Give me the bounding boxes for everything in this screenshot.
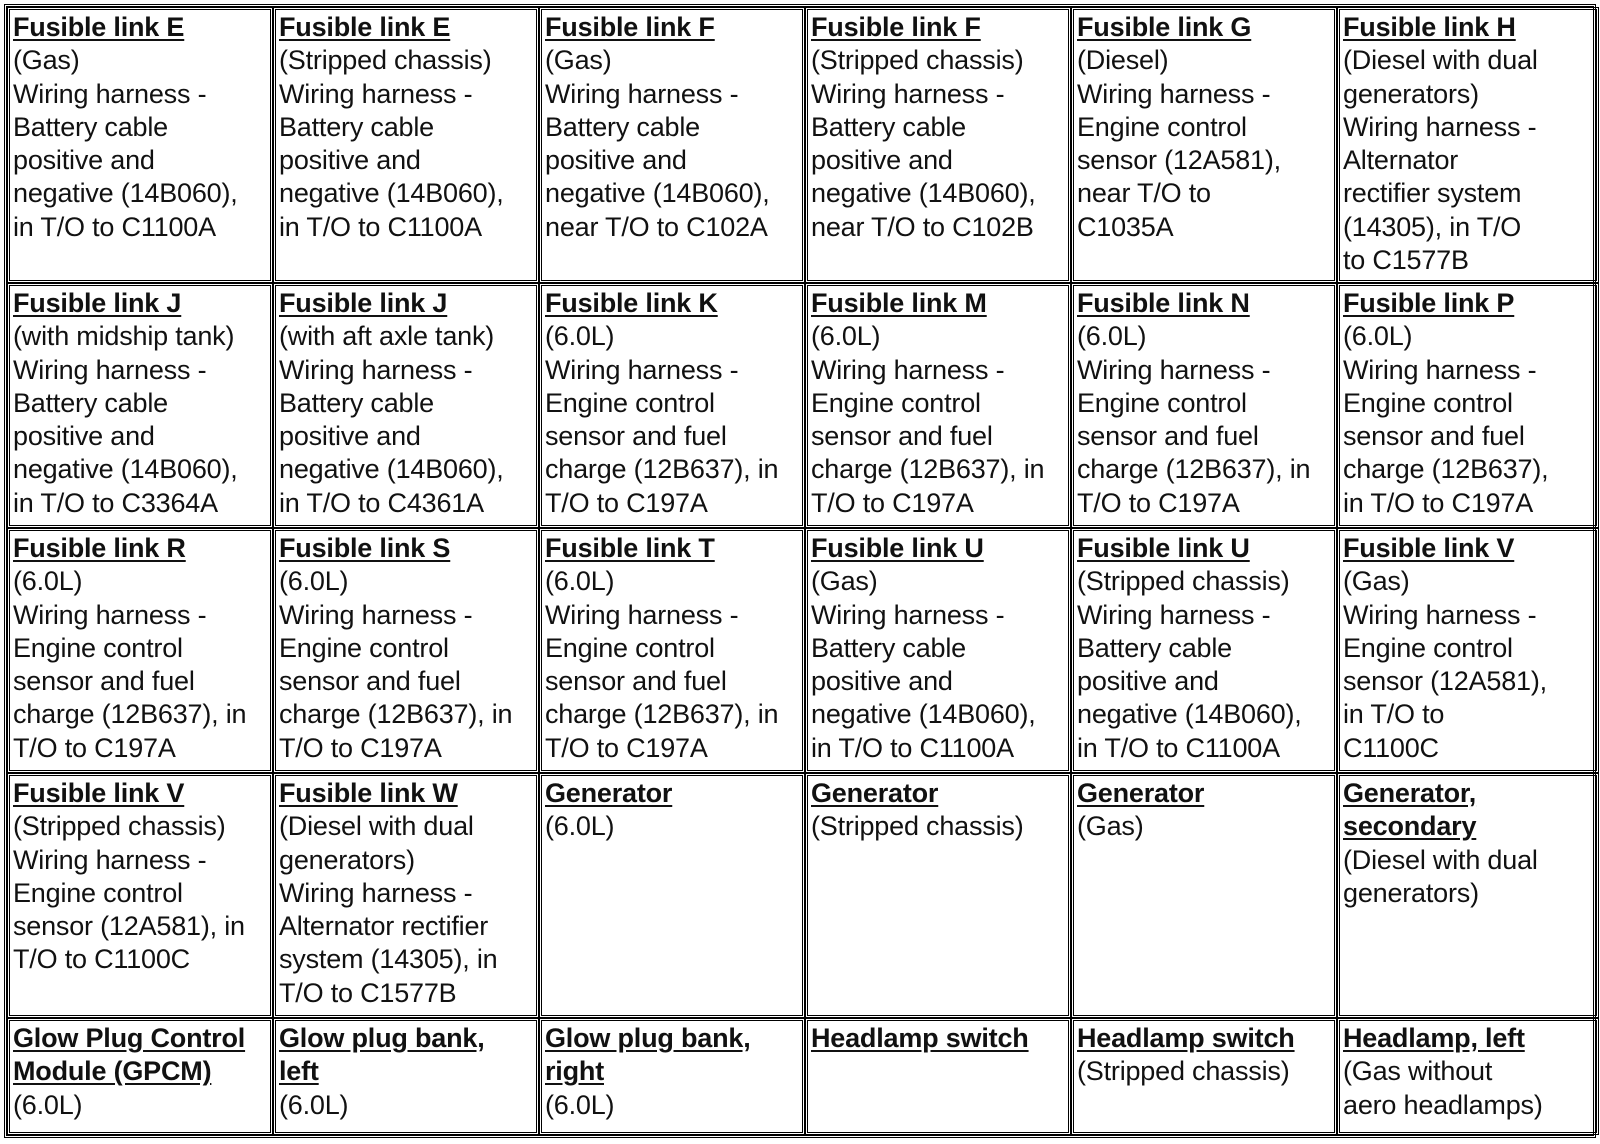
component-title-link[interactable]: Headlamp switch bbox=[1077, 1023, 1295, 1053]
component-title-link[interactable]: Fusible link F bbox=[545, 12, 715, 42]
table-cell bbox=[1071, 1018, 1337, 1135]
component-detail-line: (6.0L) bbox=[1343, 321, 1413, 352]
component-detail-line: Battery cable bbox=[811, 111, 966, 142]
component-detail-line: in T/O to C4361A bbox=[279, 487, 484, 518]
component-detail-line: Engine control bbox=[1343, 387, 1513, 418]
component-detail-line: sensor and fuel bbox=[279, 666, 461, 697]
component-detail-line: in T/O to C1100A bbox=[811, 732, 1014, 763]
component-detail-line: Engine control bbox=[1077, 387, 1247, 418]
component-detail-line: (Stripped chassis) bbox=[1077, 1056, 1290, 1087]
component-detail-line: Engine control bbox=[545, 387, 715, 418]
component-detail-line: T/O to C197A bbox=[545, 487, 708, 518]
component-detail-line: (6.0L) bbox=[545, 566, 615, 597]
component-detail-line: negative (14B060), bbox=[279, 178, 504, 209]
component-detail-line: T/O to C197A bbox=[1077, 487, 1240, 518]
table-cell bbox=[805, 7, 1071, 283]
component-detail-line: (Stripped chassis) bbox=[811, 811, 1024, 842]
component-title-link[interactable]: Fusible link U bbox=[1077, 533, 1250, 563]
component-detail-line: Wiring harness - bbox=[1343, 599, 1537, 630]
component-detail-line: (6.0L) bbox=[545, 811, 615, 842]
component-title-link[interactable]: Glow plug bank, left bbox=[279, 1023, 485, 1087]
component-detail-line: (Gas) bbox=[811, 566, 878, 597]
table-cell bbox=[7, 773, 273, 1018]
component-title-link[interactable]: Fusible link V bbox=[1343, 533, 1515, 563]
table-cell bbox=[1337, 283, 1599, 528]
component-detail-line: Engine control bbox=[1343, 632, 1513, 663]
component-detail-line: Wiring harness - bbox=[811, 78, 1005, 109]
component-detail-line: charge (12B637), in bbox=[279, 699, 513, 730]
component-detail-line: Wiring harness - bbox=[279, 599, 473, 630]
component-detail-line: (6.0L) bbox=[279, 1089, 349, 1120]
component-detail-line: (6.0L) bbox=[1077, 321, 1147, 352]
component-title-link[interactable]: Fusible link J bbox=[279, 288, 448, 318]
component-detail-line: Wiring harness - bbox=[545, 354, 739, 385]
component-detail-line: T/O to C197A bbox=[279, 732, 442, 763]
component-detail-line: (14305), in T/O bbox=[1343, 211, 1522, 242]
component-detail-line: (6.0L) bbox=[279, 566, 349, 597]
component-title-link[interactable]: Fusible link N bbox=[1077, 288, 1250, 318]
component-detail-line: (with aft axle tank) bbox=[279, 321, 495, 352]
component-title-link[interactable]: Fusible link E bbox=[13, 12, 185, 42]
table-cell bbox=[539, 7, 805, 283]
component-detail-line: sensor and fuel bbox=[13, 666, 195, 697]
component-detail-line: Wiring harness - bbox=[13, 354, 207, 385]
table-cell bbox=[1071, 7, 1337, 283]
component-detail-line: near T/O to C102A bbox=[545, 211, 768, 242]
component-detail-line: charge (12B637), in bbox=[545, 454, 779, 485]
component-detail-line: (Stripped chassis) bbox=[13, 811, 226, 842]
component-detail-line: Battery cable bbox=[13, 111, 168, 142]
component-title-link[interactable]: Fusible link K bbox=[545, 288, 718, 318]
component-detail-line: T/O to C1100C bbox=[13, 944, 190, 975]
component-detail-line: Battery cable bbox=[13, 387, 168, 418]
component-title-link[interactable]: Headlamp, left bbox=[1343, 1023, 1525, 1053]
component-title-link[interactable]: Fusible link H bbox=[1343, 12, 1516, 42]
component-title-link[interactable]: Fusible link M bbox=[811, 288, 987, 318]
component-detail-line: Wiring harness - bbox=[13, 599, 207, 630]
component-detail-line: sensor (12A581), bbox=[1077, 145, 1281, 176]
table-cell bbox=[805, 283, 1071, 528]
component-detail-line: negative (14B060), bbox=[545, 178, 770, 209]
component-detail-line: positive and bbox=[13, 421, 155, 452]
component-detail-line: (Diesel) bbox=[1077, 45, 1169, 76]
component-title-link[interactable]: Fusible link P bbox=[1343, 288, 1515, 318]
component-title-link[interactable]: Glow Plug Control Module (GPCM) bbox=[13, 1023, 246, 1087]
component-title-link[interactable]: Fusible link F bbox=[811, 12, 981, 42]
component-detail-line: Engine control bbox=[279, 632, 449, 663]
table-cell bbox=[1071, 773, 1337, 1018]
component-detail-line: Engine control bbox=[1077, 111, 1247, 142]
component-detail-line: Wiring harness - bbox=[1077, 354, 1271, 385]
table-cell bbox=[805, 528, 1071, 773]
component-detail-line: Engine control bbox=[545, 632, 715, 663]
component-detail-line: negative (14B060), bbox=[1077, 699, 1302, 730]
table-cell bbox=[7, 283, 273, 528]
component-detail-line: Wiring harness - bbox=[13, 844, 207, 875]
component-detail-line: charge (12B637), in bbox=[13, 699, 247, 730]
component-detail-line: Alternator bbox=[1343, 145, 1459, 176]
component-title-link[interactable]: Fusible link S bbox=[279, 533, 451, 563]
component-detail-line: Wiring harness - bbox=[1077, 599, 1271, 630]
table-cell bbox=[273, 528, 539, 773]
component-detail-line: Battery cable bbox=[279, 387, 434, 418]
table-cell bbox=[805, 1018, 1071, 1135]
component-title-link[interactable]: Headlamp switch bbox=[811, 1023, 1029, 1053]
component-location-table bbox=[4, 4, 1596, 1138]
component-detail-line: positive and bbox=[279, 145, 421, 176]
component-detail-line: generators) bbox=[279, 844, 415, 875]
component-detail-line: Wiring harness - bbox=[545, 599, 739, 630]
component-detail-line: system (14305), in bbox=[279, 944, 498, 975]
component-detail-line: (Gas) bbox=[545, 45, 612, 76]
component-title-link[interactable]: Generator bbox=[811, 778, 939, 808]
component-title-link[interactable]: Generator, secondary bbox=[1343, 778, 1477, 842]
table-cell bbox=[805, 773, 1071, 1018]
component-detail-line: Battery cable bbox=[1077, 632, 1232, 663]
component-detail-line: negative (14B060), bbox=[13, 454, 238, 485]
component-detail-line: (Gas) bbox=[1343, 566, 1410, 597]
component-title-link[interactable]: Fusible link T bbox=[545, 533, 715, 563]
component-detail-line: positive and bbox=[811, 666, 953, 697]
component-detail-line: Wiring harness - bbox=[279, 877, 473, 908]
component-detail-line: generators) bbox=[1343, 78, 1479, 109]
component-detail-line: Wiring harness - bbox=[13, 78, 207, 109]
component-detail-line: in T/O to bbox=[1343, 699, 1445, 730]
component-detail-line: negative (14B060), bbox=[811, 699, 1036, 730]
component-detail-line: T/O to C197A bbox=[545, 732, 708, 763]
component-detail-line: sensor and fuel bbox=[545, 666, 727, 697]
component-detail-line: (6.0L) bbox=[13, 1089, 83, 1120]
component-detail-line: (Stripped chassis) bbox=[811, 45, 1024, 76]
table-cell bbox=[273, 1018, 539, 1135]
component-title-link[interactable]: Fusible link U bbox=[811, 533, 984, 563]
component-detail-line: (Stripped chassis) bbox=[1077, 566, 1290, 597]
component-detail-line: positive and bbox=[1077, 666, 1219, 697]
component-detail-line: (Gas) bbox=[13, 45, 80, 76]
component-detail-line: charge (12B637), bbox=[1343, 454, 1549, 485]
component-detail-line: (6.0L) bbox=[13, 566, 83, 597]
component-detail-line: Wiring harness - bbox=[1343, 354, 1537, 385]
component-detail-line: charge (12B637), in bbox=[545, 699, 779, 730]
component-detail-line: positive and bbox=[811, 145, 953, 176]
table-cell bbox=[539, 283, 805, 528]
component-detail-line: (6.0L) bbox=[811, 321, 881, 352]
table-cell bbox=[539, 773, 805, 1018]
table-cell bbox=[7, 7, 273, 283]
component-detail-line: Engine control bbox=[811, 387, 981, 418]
component-detail-line: (6.0L) bbox=[545, 1089, 615, 1120]
component-detail-line: near T/O to bbox=[1077, 178, 1211, 209]
component-detail-line: to C1577B bbox=[1343, 245, 1469, 276]
component-detail-line: in T/O to C1100A bbox=[13, 211, 216, 242]
component-title-link[interactable]: Fusible link V bbox=[13, 778, 185, 808]
component-detail-line: aero headlamps) bbox=[1343, 1089, 1543, 1120]
component-detail-line: in T/O to C197A bbox=[1343, 487, 1534, 518]
component-detail-line: charge (12B637), in bbox=[1077, 454, 1311, 485]
component-detail-line: positive and bbox=[545, 145, 687, 176]
component-detail-line: negative (14B060), bbox=[13, 178, 238, 209]
component-detail-line: in T/O to C1100A bbox=[1077, 732, 1280, 763]
component-detail-line: Wiring harness - bbox=[279, 78, 473, 109]
component-detail-line: Battery cable bbox=[811, 632, 966, 663]
component-detail-line: positive and bbox=[13, 145, 155, 176]
table-cell bbox=[1337, 773, 1599, 1018]
component-detail-line: (Diesel with dual bbox=[1343, 844, 1538, 875]
component-detail-line: (with midship tank) bbox=[13, 321, 235, 352]
component-detail-line: T/O to C1577B bbox=[279, 977, 457, 1008]
component-title-link[interactable]: Fusible link R bbox=[13, 533, 186, 563]
table-cell bbox=[1337, 7, 1599, 283]
component-detail-line: charge (12B637), in bbox=[811, 454, 1045, 485]
component-title-link[interactable]: Glow plug bank, right bbox=[545, 1023, 751, 1087]
table-cell bbox=[273, 283, 539, 528]
component-detail-line: near T/O to C102B bbox=[811, 211, 1034, 242]
component-detail-line: Wiring harness - bbox=[1077, 78, 1271, 109]
component-title-link[interactable]: Fusible link E bbox=[279, 12, 451, 42]
component-detail-line: Alternator rectifier bbox=[279, 911, 489, 942]
component-detail-line: in T/O to C3364A bbox=[13, 487, 218, 518]
table-cell bbox=[273, 7, 539, 283]
component-detail-line: Battery cable bbox=[279, 111, 434, 142]
component-detail-line: T/O to C197A bbox=[13, 732, 176, 763]
component-title-link[interactable]: Generator bbox=[1077, 778, 1205, 808]
component-detail-line: negative (14B060), bbox=[279, 454, 504, 485]
component-detail-line: generators) bbox=[1343, 877, 1479, 908]
component-detail-line: in T/O to C1100A bbox=[279, 211, 482, 242]
component-title-link[interactable]: Generator bbox=[545, 778, 673, 808]
table-cell bbox=[539, 528, 805, 773]
component-detail-line: sensor and fuel bbox=[811, 421, 993, 452]
component-detail-line: Engine control bbox=[13, 877, 183, 908]
component-detail-line: rectifier system bbox=[1343, 178, 1522, 209]
component-title-link[interactable]: Fusible link W bbox=[279, 778, 458, 808]
component-detail-line: Engine control bbox=[13, 632, 183, 663]
component-detail-line: (6.0L) bbox=[545, 321, 615, 352]
component-detail-line: Battery cable bbox=[545, 111, 700, 142]
table-cell bbox=[1337, 1018, 1599, 1135]
table-cell bbox=[1337, 528, 1599, 773]
component-title-link[interactable]: Fusible link J bbox=[13, 288, 182, 318]
table-cell bbox=[273, 773, 539, 1018]
component-detail-line: Wiring harness - bbox=[545, 78, 739, 109]
component-detail-line: sensor and fuel bbox=[1343, 421, 1525, 452]
component-detail-line: Wiring harness - bbox=[279, 354, 473, 385]
table-cell bbox=[7, 528, 273, 773]
table-cell bbox=[1071, 528, 1337, 773]
table-cell bbox=[1071, 283, 1337, 528]
component-detail-line: (Diesel with dual bbox=[1343, 45, 1538, 76]
component-detail-line: C1035A bbox=[1077, 211, 1174, 242]
component-detail-line: (Gas without bbox=[1343, 1056, 1493, 1087]
component-detail-line: negative (14B060), bbox=[811, 178, 1036, 209]
component-detail-line: Wiring harness - bbox=[1343, 111, 1537, 142]
component-detail-line: Wiring harness - bbox=[811, 599, 1005, 630]
table-cell bbox=[539, 1018, 805, 1135]
table-cell bbox=[7, 1018, 273, 1135]
component-detail-line: (Gas) bbox=[1077, 811, 1144, 842]
component-title-link[interactable]: Fusible link G bbox=[1077, 12, 1252, 42]
component-detail-line: sensor and fuel bbox=[545, 421, 727, 452]
component-detail-line: Wiring harness - bbox=[811, 354, 1005, 385]
component-detail-line: C1100C bbox=[1343, 732, 1439, 763]
component-detail-line: (Stripped chassis) bbox=[279, 45, 492, 76]
component-detail-line: positive and bbox=[279, 421, 421, 452]
component-detail-line: sensor and fuel bbox=[1077, 421, 1259, 452]
component-detail-line: (Diesel with dual bbox=[279, 811, 474, 842]
component-detail-line: sensor (12A581), bbox=[1343, 666, 1547, 697]
component-detail-line: sensor (12A581), in bbox=[13, 911, 245, 942]
component-detail-line: T/O to C197A bbox=[811, 487, 974, 518]
